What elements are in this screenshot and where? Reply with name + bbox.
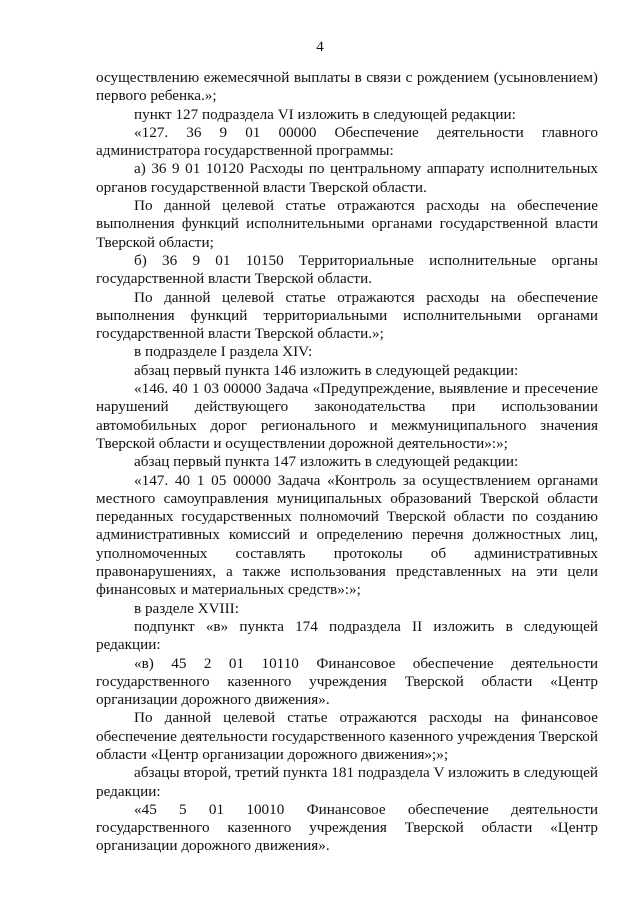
paragraph-item-146: «146. 40 1 03 00000 Задача «Предупреждение, выявление и пресечение нарушений действующего законодательства при использовании автомобильных дорог регионального и межмуниципального значения Тверской области и осуществлении дорожной деятельности»:»; xyxy=(96,380,598,452)
paragraph-item-127-intro: пункт 127 подраздела VI изложить в следующей редакции: xyxy=(134,105,516,123)
paragraph-section-xviii-intro: в разделе XVIII: xyxy=(134,599,239,617)
paragraph-item-146-intro: абзац первый пункта 146 изложить в следующей редакции: xyxy=(134,361,519,379)
paragraph-subitem-v-description: По данной целевой статье отражаются расходы на финансовое обеспечение деятельности государственного казенного учреждения Тверской области «Центр организации дорожного движения»;»; xyxy=(96,709,598,763)
paragraph-item-147-intro: абзац первый пункта 147 изложить в следующей редакции: xyxy=(134,453,519,471)
paragraph-subitem-a-description: По данной целевой статье отражаются расходы на обеспечение выполнения функций исполнительными органами государственной власти Тверской области; xyxy=(96,197,598,251)
paragraph-subitem-v: «в) 45 2 01 10110 Финансовое обеспечение деятельности государственного казенного учреждения Тверской области «Центр организации дорожного движения». xyxy=(96,654,598,709)
paragraph-continuation: осуществлению ежемесячной выплаты в связи с рождением (усыновлением) первого ребенка.»; xyxy=(96,69,598,105)
paragraph-item-181: «45 5 01 10010 Финансовое обеспечение деятельности государственного казенного учреждения Тверской области «Центр организации дорожного движения». xyxy=(96,800,598,855)
paragraph-subitem-b: б) 36 9 01 10150 Территориальные исполнительные органы государственной власти Тверской области. xyxy=(96,251,598,288)
paragraph-subitem-b-description: По данной целевой статье отражаются расходы на обеспечение выполнения функций территориальными исполнительными органами государственной власти Тверской области.»; xyxy=(96,288,598,343)
document-body xyxy=(96,69,598,856)
paragraph-section-xiv-intro: в подразделе I раздела XIV: xyxy=(134,343,313,361)
paragraph-item-174-intro: подпункт «в» пункта 174 подраздела II изложить в следующей редакции: xyxy=(96,617,598,654)
page-number: 4 xyxy=(316,39,324,55)
paragraph-item-147: «147. 40 1 05 00000 Задача «Контроль за осуществлением органами местного самоуправления муниципальных образований Тверской области переданных государственных полномочий Тверской области по созданию административных комиссий и определению перечня должностных лиц, уполномоченных составлять протоколы об административных правонарушениях, а также использования представленных на эти цели финансовых и материальных средств»:»; xyxy=(96,471,598,599)
paragraph-subitem-a: а) 36 9 01 10120 Расходы по центральному аппарату исполнительных органов государственной власти Тверской области. xyxy=(96,160,598,196)
paragraph-item-127: «127. 36 9 01 00000 Обеспечение деятельности главного администратора государственной программы: xyxy=(96,123,598,160)
paragraph-item-181-intro: абзацы второй, третий пункта 181 подраздела V изложить в следующей редакции: xyxy=(96,764,598,800)
